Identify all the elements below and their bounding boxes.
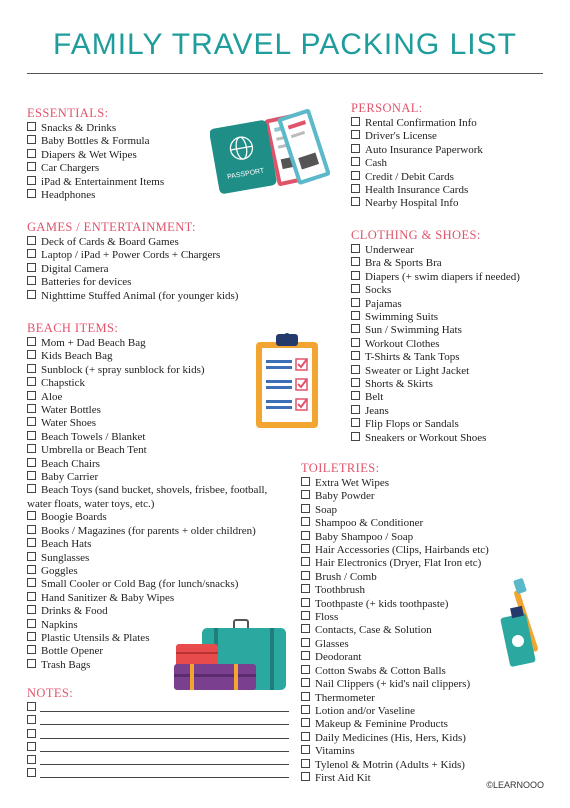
essentials-heading: ESSENTIALS: bbox=[27, 106, 109, 120]
checkbox[interactable] bbox=[301, 571, 310, 580]
checklist-item bbox=[27, 565, 292, 578]
checklist-item bbox=[27, 444, 292, 457]
checklist-item bbox=[351, 338, 551, 351]
checkbox[interactable] bbox=[27, 768, 36, 777]
checklist-item bbox=[301, 531, 531, 544]
checkbox[interactable] bbox=[351, 197, 360, 206]
checkbox[interactable] bbox=[27, 471, 36, 480]
checkbox[interactable] bbox=[27, 176, 36, 185]
checkbox[interactable] bbox=[301, 624, 310, 633]
checkbox[interactable] bbox=[351, 365, 360, 374]
clothing-list bbox=[351, 244, 551, 445]
checkbox[interactable] bbox=[27, 525, 36, 534]
checklist-item-label: Beach Chairs bbox=[41, 457, 100, 470]
checkbox[interactable] bbox=[351, 311, 360, 320]
checklist-item-label: Makeup & Feminine Products bbox=[315, 718, 448, 731]
checklist-item bbox=[27, 525, 292, 538]
svg-text:PASSPORT: PASSPORT bbox=[226, 167, 265, 181]
checklist-item-label: Daily Medicines (His, Hers, Kids) bbox=[315, 731, 466, 744]
checklist-item bbox=[27, 391, 292, 404]
checklist-item-label: Health Insurance Cards bbox=[365, 184, 469, 197]
checklist-item-label: Batteries for devices bbox=[41, 276, 132, 289]
checklist-item-label: Hair Electronics (Dryer, Flat Iron etc) bbox=[315, 557, 482, 570]
checkbox[interactable] bbox=[27, 431, 36, 440]
checklist-item-label: Thermometer bbox=[315, 691, 375, 704]
note-line[interactable] bbox=[27, 742, 289, 755]
checkbox[interactable] bbox=[351, 284, 360, 293]
checkbox[interactable] bbox=[27, 538, 36, 547]
note-line[interactable] bbox=[27, 755, 289, 768]
checklist-item-label: Beach Hats bbox=[41, 538, 92, 551]
checkbox[interactable] bbox=[301, 598, 310, 607]
checklist-item bbox=[301, 718, 531, 731]
checkbox[interactable] bbox=[27, 578, 36, 587]
checklist-item bbox=[27, 552, 292, 565]
games-section bbox=[27, 220, 327, 303]
toothbrush-toothpaste-illustration bbox=[495, 575, 550, 670]
checkbox[interactable] bbox=[27, 592, 36, 601]
checklist-item bbox=[27, 431, 292, 444]
checkbox[interactable] bbox=[351, 351, 360, 360]
checklist-item-label: Toothbrush bbox=[315, 584, 365, 597]
checkbox[interactable] bbox=[27, 755, 36, 764]
checkbox[interactable] bbox=[27, 417, 36, 426]
checklist-item bbox=[351, 365, 551, 378]
checkbox[interactable] bbox=[27, 377, 36, 386]
checklist-item-label: Nail Clippers (+ kid's nail clippers) bbox=[315, 678, 471, 691]
checklist-item-label: Pajamas bbox=[365, 297, 402, 310]
clothing-heading: CLOTHING & SHOES: bbox=[351, 228, 481, 242]
note-line[interactable] bbox=[27, 729, 289, 742]
checklist-item-label: Auto Insurance Paperwork bbox=[365, 143, 483, 156]
checklist-item bbox=[351, 117, 551, 130]
checklist-item bbox=[301, 490, 531, 503]
checklist-item bbox=[27, 276, 327, 289]
checkbox[interactable] bbox=[301, 557, 310, 566]
checklist-item bbox=[351, 418, 551, 431]
checklist-item-label: Lotion and/or Vaseline bbox=[315, 704, 415, 717]
checklist-item-label: Baby Bottles & Formula bbox=[41, 135, 150, 148]
checklist-item bbox=[27, 417, 292, 430]
checklist-item bbox=[27, 471, 292, 484]
checklist-item bbox=[351, 197, 551, 210]
checklist-item-label: Diapers (+ swim diapers if needed) bbox=[365, 270, 520, 283]
checklist-item-label: Brush / Comb bbox=[315, 570, 377, 583]
checklist-item-label: First Aid Kit bbox=[315, 771, 371, 784]
checkbox[interactable] bbox=[27, 162, 36, 171]
checkbox[interactable] bbox=[27, 122, 36, 131]
checkbox[interactable] bbox=[27, 444, 36, 453]
title-divider bbox=[27, 73, 543, 74]
checklist-item-label: Beach Toys (sand bucket, shovels, frisbee, football, water floats, water toys, etc.) bbox=[27, 484, 268, 510]
checklist-item-label: Kids Beach Bag bbox=[41, 350, 113, 363]
checkbox[interactable] bbox=[27, 149, 36, 158]
checklist-item bbox=[351, 298, 551, 311]
checklist-item bbox=[27, 263, 327, 276]
checklist-item-label: Water Shoes bbox=[41, 417, 97, 430]
personal-section bbox=[351, 101, 551, 211]
passport-tickets-illustration bbox=[210, 104, 330, 194]
note-line[interactable] bbox=[27, 702, 289, 715]
writing-line bbox=[40, 751, 289, 752]
checklist-item-label: Books / Magazines (for parents + older children) bbox=[41, 524, 256, 537]
checkbox[interactable] bbox=[351, 418, 360, 427]
personal-heading: PERSONAL: bbox=[351, 101, 423, 115]
checkbox[interactable] bbox=[27, 632, 36, 641]
checklist-item bbox=[351, 351, 551, 364]
checklist-item-label: Sweater or Light Jacket bbox=[365, 364, 470, 377]
checklist-item-label: Chapstick bbox=[41, 377, 85, 390]
note-line[interactable] bbox=[27, 768, 289, 781]
checklist-item-label: Baby Carrier bbox=[41, 471, 99, 484]
notes-list bbox=[27, 702, 289, 782]
checklist-item-label: Contacts, Case & Solution bbox=[315, 624, 432, 637]
personal-list bbox=[351, 117, 551, 211]
checklist-item-label: Rental Confirmation Info bbox=[365, 117, 477, 129]
checkbox[interactable] bbox=[27, 619, 36, 628]
checkbox[interactable] bbox=[351, 432, 360, 441]
checklist-item-label: Tylenol & Motrin (Adults + Kids) bbox=[315, 758, 465, 771]
checklist-item-label: Hair Accessories (Clips, Hairbands etc) bbox=[315, 544, 489, 557]
checkbox[interactable] bbox=[301, 692, 310, 701]
checklist-item bbox=[301, 517, 531, 530]
checkbox[interactable] bbox=[301, 759, 310, 768]
checkbox[interactable] bbox=[351, 184, 360, 193]
games-list bbox=[27, 236, 327, 303]
checkbox[interactable] bbox=[301, 504, 310, 513]
checklist-item bbox=[351, 432, 551, 445]
checklist-item-label: Nighttime Stuffed Animal (for younger kids) bbox=[41, 289, 239, 302]
checklist-item-label: iPad & Entertainment Items bbox=[41, 175, 165, 188]
checklist-item bbox=[301, 544, 531, 557]
checklist-item bbox=[27, 236, 327, 249]
checklist-item-label: Bottle Opener bbox=[41, 645, 104, 658]
checklist-item bbox=[351, 157, 551, 170]
checklist-item bbox=[27, 377, 292, 390]
writing-line bbox=[40, 724, 289, 725]
checkbox[interactable] bbox=[351, 298, 360, 307]
checkbox[interactable] bbox=[27, 511, 36, 520]
checkbox[interactable] bbox=[301, 531, 310, 540]
checklist-item bbox=[27, 592, 292, 605]
checklist-item-label: Napkins bbox=[41, 618, 78, 631]
checklist-item bbox=[27, 484, 292, 511]
checkbox[interactable] bbox=[27, 189, 36, 198]
checkbox[interactable] bbox=[351, 130, 360, 139]
checklist-item bbox=[351, 130, 551, 143]
checklist-item bbox=[301, 745, 531, 758]
checklist-item bbox=[351, 324, 551, 337]
checklist-item-label: Trash Bags bbox=[41, 658, 91, 671]
checklist-item-label: Cash bbox=[365, 157, 387, 170]
checkbox[interactable] bbox=[27, 458, 36, 467]
checklist-item-label: Goggles bbox=[41, 564, 78, 577]
checkbox[interactable] bbox=[351, 257, 360, 266]
checkbox[interactable] bbox=[27, 236, 36, 245]
checklist-item-label: Deodorant bbox=[315, 651, 362, 664]
checkbox[interactable] bbox=[351, 157, 360, 166]
checklist-item-label: Aloe bbox=[41, 390, 63, 403]
checkbox[interactable] bbox=[27, 364, 36, 373]
checklist-item bbox=[351, 257, 551, 270]
checklist-item bbox=[27, 404, 292, 417]
checkbox[interactable] bbox=[351, 144, 360, 153]
checkbox[interactable] bbox=[27, 605, 36, 614]
checkbox[interactable] bbox=[351, 324, 360, 333]
checkbox[interactable] bbox=[301, 732, 310, 741]
notes-heading: NOTES: bbox=[27, 686, 74, 700]
checklist-item-label: Snacks & Drinks bbox=[41, 122, 117, 134]
checklist-item bbox=[301, 678, 531, 691]
checkbox[interactable] bbox=[27, 552, 36, 561]
checkbox[interactable] bbox=[301, 584, 310, 593]
checkbox[interactable] bbox=[27, 565, 36, 574]
writing-line bbox=[40, 711, 289, 712]
checkbox[interactable] bbox=[301, 517, 310, 526]
checklist-item-label: Underwear bbox=[365, 244, 414, 256]
checklist-item-label: Digital Camera bbox=[41, 262, 109, 275]
checklist-item bbox=[301, 477, 531, 490]
checkbox[interactable] bbox=[27, 135, 36, 144]
checklist-item-label: Bra & Sports Bra bbox=[365, 257, 442, 270]
checklist-item bbox=[27, 458, 292, 471]
checklist-item-label: Mom + Dad Beach Bag bbox=[41, 337, 146, 349]
checklist-item-label: Belt bbox=[365, 391, 384, 404]
checklist-item-label: Plastic Utensils & Plates bbox=[41, 631, 150, 644]
beach-heading: BEACH ITEMS: bbox=[27, 321, 119, 335]
checkbox[interactable] bbox=[351, 391, 360, 400]
checklist-item-label: Sun / Swimming Hats bbox=[365, 324, 462, 337]
checkbox[interactable] bbox=[351, 338, 360, 347]
checkbox[interactable] bbox=[351, 271, 360, 280]
checkbox[interactable] bbox=[351, 405, 360, 414]
checklist-item-label: Credit / Debit Cards bbox=[365, 170, 454, 183]
checkbox[interactable] bbox=[27, 729, 36, 738]
checklist-item-label: Shampoo & Conditioner bbox=[315, 517, 424, 530]
checkbox[interactable] bbox=[301, 665, 310, 674]
checklist-item bbox=[351, 244, 551, 257]
clipboard-checklist-illustration bbox=[254, 330, 320, 430]
checkbox[interactable] bbox=[301, 705, 310, 714]
checklist-item-label: Water Bottles bbox=[41, 404, 101, 417]
checklist-item-label: Driver's License bbox=[365, 130, 437, 143]
checklist-item bbox=[27, 290, 327, 303]
checkbox[interactable] bbox=[27, 742, 36, 751]
checkbox[interactable] bbox=[301, 678, 310, 687]
checklist-item bbox=[301, 692, 531, 705]
checkbox[interactable] bbox=[301, 611, 310, 620]
checkbox[interactable] bbox=[351, 117, 360, 126]
checklist-item-label: Baby Powder bbox=[315, 490, 375, 503]
checklist-item-label: Nearby Hospital Info bbox=[365, 197, 459, 210]
checkbox[interactable] bbox=[27, 249, 36, 258]
checklist-item bbox=[351, 171, 551, 184]
checklist-item-label: Small Cooler or Cold Bag (for lunch/snacks) bbox=[41, 578, 239, 591]
checklist-item-label: Extra Wet Wipes bbox=[315, 477, 390, 489]
checklist-item bbox=[301, 732, 531, 745]
checkbox[interactable] bbox=[301, 772, 310, 781]
checklist-item bbox=[27, 605, 292, 618]
checklist-item bbox=[351, 391, 551, 404]
checklist-item bbox=[27, 337, 292, 350]
checklist-item bbox=[351, 378, 551, 391]
writing-line bbox=[40, 764, 289, 765]
checklist-item bbox=[351, 284, 551, 297]
checkbox[interactable] bbox=[301, 745, 310, 754]
clothing-section bbox=[351, 228, 551, 445]
writing-line bbox=[40, 777, 289, 778]
checkbox[interactable] bbox=[301, 477, 310, 486]
checklist-item-label: Vitamins bbox=[315, 745, 355, 758]
checklist-item-label: Sneakers or Workout Shoes bbox=[365, 431, 487, 444]
checkbox[interactable] bbox=[27, 391, 36, 400]
checklist-item-label: Soap bbox=[315, 503, 337, 516]
suitcases-illustration bbox=[170, 618, 290, 693]
checkbox[interactable] bbox=[27, 337, 36, 346]
checkbox[interactable] bbox=[27, 404, 36, 413]
checklist-item-label: Boogie Boards bbox=[41, 511, 107, 524]
checklist-item-label: Car Chargers bbox=[41, 162, 100, 175]
checklist-item-label: Baby Shampoo / Soap bbox=[315, 530, 414, 543]
checklist-item-label: Umbrella or Beach Tent bbox=[41, 444, 147, 457]
games-heading: GAMES / ENTERTAINMENT: bbox=[27, 220, 196, 234]
checklist-item-label: Shorts & Skirts bbox=[365, 378, 433, 391]
checklist-item-label: Flip Flops or Sandals bbox=[365, 418, 459, 431]
checklist-item bbox=[27, 511, 292, 524]
checkbox[interactable] bbox=[301, 544, 310, 553]
notes-section bbox=[27, 686, 289, 782]
checklist-item bbox=[27, 538, 292, 551]
checklist-item-label: Sunblock (+ spray sunblock for kids) bbox=[41, 363, 205, 376]
checklist-item-label: Toothpaste (+ kids toothpaste) bbox=[315, 597, 449, 610]
checklist-item-label: Workout Clothes bbox=[365, 337, 440, 350]
checklist-item bbox=[27, 364, 292, 377]
checkbox[interactable] bbox=[27, 350, 36, 359]
checklist-item bbox=[351, 271, 551, 284]
checklist-item-label: Beach Towels / Blanket bbox=[41, 430, 146, 443]
checklist-item bbox=[351, 184, 551, 197]
checklist-item-label: Hand Sanitizer & Baby Wipes bbox=[41, 591, 175, 604]
checkbox[interactable] bbox=[27, 715, 36, 724]
checklist-item-label: Jeans bbox=[365, 404, 389, 417]
checkbox[interactable] bbox=[301, 718, 310, 727]
checklist-item bbox=[301, 504, 531, 517]
checklist-item bbox=[351, 144, 551, 157]
checkbox[interactable] bbox=[301, 651, 310, 660]
checklist-item bbox=[27, 578, 292, 591]
writing-line bbox=[40, 738, 289, 739]
checkbox[interactable] bbox=[351, 378, 360, 387]
checkbox[interactable] bbox=[27, 659, 36, 668]
checklist-item-label: Floss bbox=[315, 611, 339, 624]
checklist-item bbox=[351, 405, 551, 418]
checkbox[interactable] bbox=[301, 638, 310, 647]
checklist-item-label: Diapers & Wet Wipes bbox=[41, 148, 137, 161]
toiletries-heading: TOILETRIES: bbox=[301, 461, 380, 475]
checkbox[interactable] bbox=[351, 244, 360, 253]
checklist-item-label: Sunglasses bbox=[41, 551, 90, 564]
page-title: FAMILY TRAVEL PACKING LIST bbox=[53, 28, 517, 61]
checklist-item-label: Glasses bbox=[315, 637, 349, 650]
copyright-text: ©LEARNOOO bbox=[486, 780, 544, 790]
checklist-item-label: Headphones bbox=[41, 189, 96, 202]
checkbox[interactable] bbox=[27, 263, 36, 272]
checklist-item-label: Cotton Swabs & Cotton Balls bbox=[315, 664, 446, 677]
checklist-item-label: Deck of Cards & Board Games bbox=[41, 236, 179, 248]
checkbox[interactable] bbox=[27, 290, 36, 299]
checklist-item bbox=[301, 759, 531, 772]
checkbox[interactable] bbox=[351, 171, 360, 180]
checklist-item bbox=[27, 350, 292, 363]
checkbox[interactable] bbox=[27, 484, 36, 493]
checklist-item bbox=[301, 557, 531, 570]
checklist-item-label: Drinks & Food bbox=[41, 605, 108, 618]
checkbox[interactable] bbox=[27, 276, 36, 285]
checkbox[interactable] bbox=[27, 645, 36, 654]
checklist-item-label: Laptop / iPad + Power Cords + Chargers bbox=[41, 249, 221, 262]
checklist-item-label: T-Shirts & Tank Tops bbox=[365, 351, 460, 364]
note-line[interactable] bbox=[27, 715, 289, 728]
checklist-item bbox=[301, 705, 531, 718]
checklist-item bbox=[27, 249, 327, 262]
checkbox[interactable] bbox=[27, 702, 36, 711]
checklist-item-label: Socks bbox=[365, 284, 392, 297]
checkbox[interactable] bbox=[301, 490, 310, 499]
checklist-item-label: Swimming Suits bbox=[365, 311, 439, 324]
checklist-item bbox=[351, 311, 551, 324]
